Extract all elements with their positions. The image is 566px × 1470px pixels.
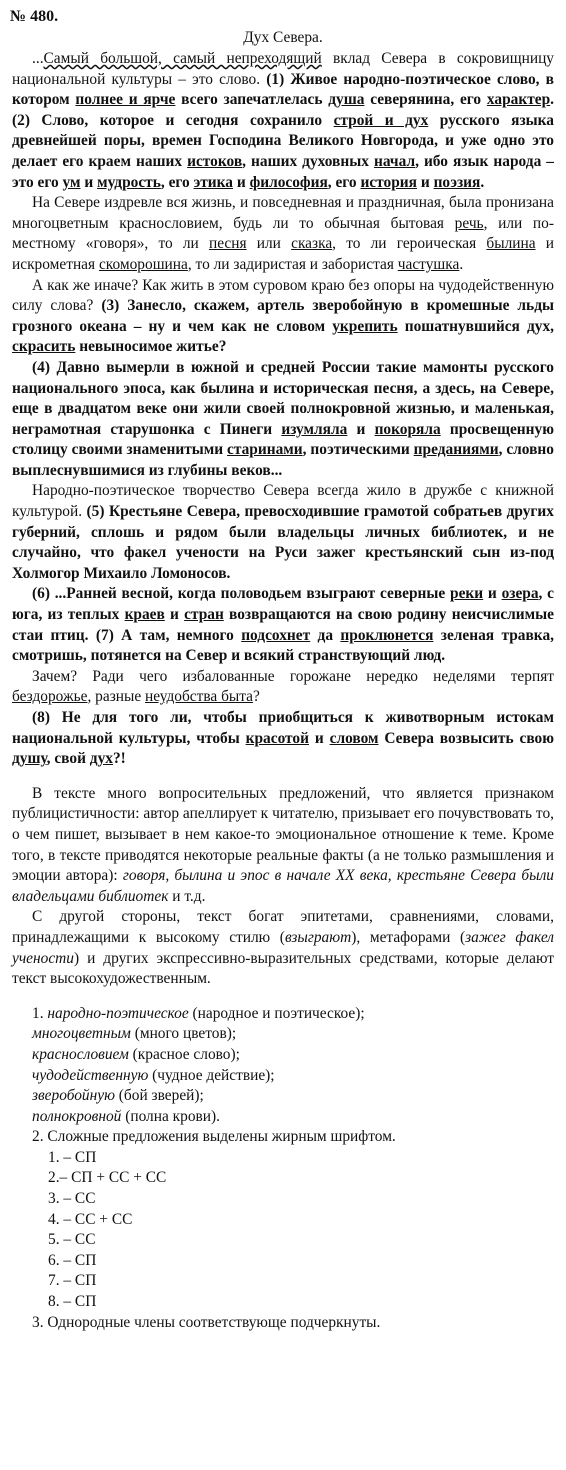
list-item: 2.– СП + СС + СС	[48, 1169, 167, 1187]
answer-list-1	[12, 1004, 554, 1128]
paragraph-6: (6) ...Ранней весной, когда половодьем взыграют северные реки и озера, с юга, из теплых краев и стран возвращаются на свою родину неисчислимые стаи птиц. (7) А там, немного подсохнет да проклюнется зеленая травка, смотришь, потянется на Север и всякий странствующий люд.	[12, 585, 554, 665]
analysis-paragraph-2: С другой стороны, текст богат эпитетами, сравнениями, словами, принадлежащими к высокому стилю (взыграют), метафорами (зажег факел учености) и других экспрессивно-выразительных средствами, которые делают текст высокохудожественным.	[12, 908, 555, 988]
list-item: многоцветным (много цветов);	[32, 1025, 237, 1043]
list-item: 4. – СС + СС	[48, 1210, 133, 1228]
list-heading: 3. Однородные члены соответствующе подчеркнуты.	[32, 1313, 381, 1331]
list-item: полнокровной (полна крови).	[32, 1107, 221, 1125]
list-item: чудодейственную (чудное действие);	[32, 1066, 275, 1084]
analysis-paragraph-1: В тексте много вопросительных предложений, что является признаком публицистичности: автор апеллирует к читателю, призывает его почувствовать то, о чем пишет, вызывает в нем какое-то эмоциональное отношение к теме. Кроме того, в тексте приводятся некоторые реальные факты (а не только размышления и эмоции автора): говоря, былина и эпос в начале XX века, крестьяне Севера были владельцами библиотек и т.д.	[12, 784, 554, 905]
paragraph-1: ...Самый большой, самый непреходящий вклад Севера в сокровищницу национальной культуры – это слово. (1) Живое народно-поэтическое слово, в котором полнее и ярче всего запечатлелась душа северянина, его характер. (2) Слово, которое и сегодня сохранило строй и дух русского языка древнейшей поры, времен Господина Великого Новгорода, и уже одно это делает его краем наших истоков, наших духовных начал, ибо язык народа – это его ум и мудрость, его этика и философия, его история и поэзия.	[12, 50, 555, 191]
list-heading: 2. Сложные предложения выделены жирным шрифтом.	[32, 1128, 396, 1146]
sentence-types-list	[12, 1148, 554, 1313]
list-item: 1. народно-поэтическое (народное и поэтическое);	[32, 1004, 365, 1022]
answer-list-2	[12, 1127, 554, 1148]
answer-list-3	[12, 1313, 554, 1334]
paragraph-3: А как же иначе? Как жить в этом суровом краю без опоры на чудодейственную силу слова? (3) Занесло, скажем, артель зверобойную в кромешные льды грозного океана – ну и чем как не словом укрепить пошатнувшийся дух, скрасить невыносимое житье?	[12, 276, 554, 356]
document-body	[12, 6, 554, 1333]
list-item: 5. – СС	[48, 1231, 96, 1249]
paragraph-5: Народно-поэтическое творчество Севера всегда жило в дружбе с книжной культурой. (5) Крестьяне Севера, превосходившие грамотой собратьев других губерний, сплошь и рядом были владельцы личных библиотек, и не случайно, что факел учености на Руси зажег крестьянский сын из-под Холмогор Михаило Ломоносов.	[12, 482, 554, 582]
list-item: 1. – СП	[48, 1148, 97, 1166]
paragraph-7: Зачем? Ради чего избалованные горожане нередко неделями терпят бездорожье, разные неудобства быта?	[12, 667, 554, 706]
paragraph-4: (4) Давно вымерли в южной и средней России такие мамонты русского национального эпоса, как былина и историческая песня, а здесь, на Севере, еще в двадцатом веке они жили своей полнокровной жизнью, и маленькая, неграмотная старушонка с Пинеги изумляла и покоряла просвещенную столицу своими знаменитыми старинами, поэтическими преданиями, словно выплеснувшимися из глубины веков...	[12, 358, 554, 479]
exercise-number: № 480.	[10, 8, 59, 25]
list-item: краснословием (красное слово);	[32, 1045, 240, 1063]
paragraph-2: На Севере издревле вся жизнь, и повседневная и праздничная, была пронизана многоцветным краснословием, будь ли то обычная бытовая речь, или по-местному «говоря», то ли песня или сказка, то ли героическая былина и искрометная скоморошина, то ли задиристая и забористая частушка.	[12, 194, 554, 273]
list-item: зверобойную (бой зверей);	[32, 1087, 204, 1105]
list-item: 3. – СС	[48, 1190, 96, 1208]
list-item: 7. – СП	[48, 1272, 97, 1290]
list-item: 8. – СП	[48, 1293, 97, 1311]
paragraph-8: (8) Не для того ли, чтобы приобщиться к животворным истокам национальной культуры, чтобы красотой и словом Севера возвысить свою душу, свой дух?!	[12, 709, 554, 768]
list-item: 6. – СП	[48, 1251, 97, 1269]
text-title: Дух Севера.	[243, 29, 323, 46]
